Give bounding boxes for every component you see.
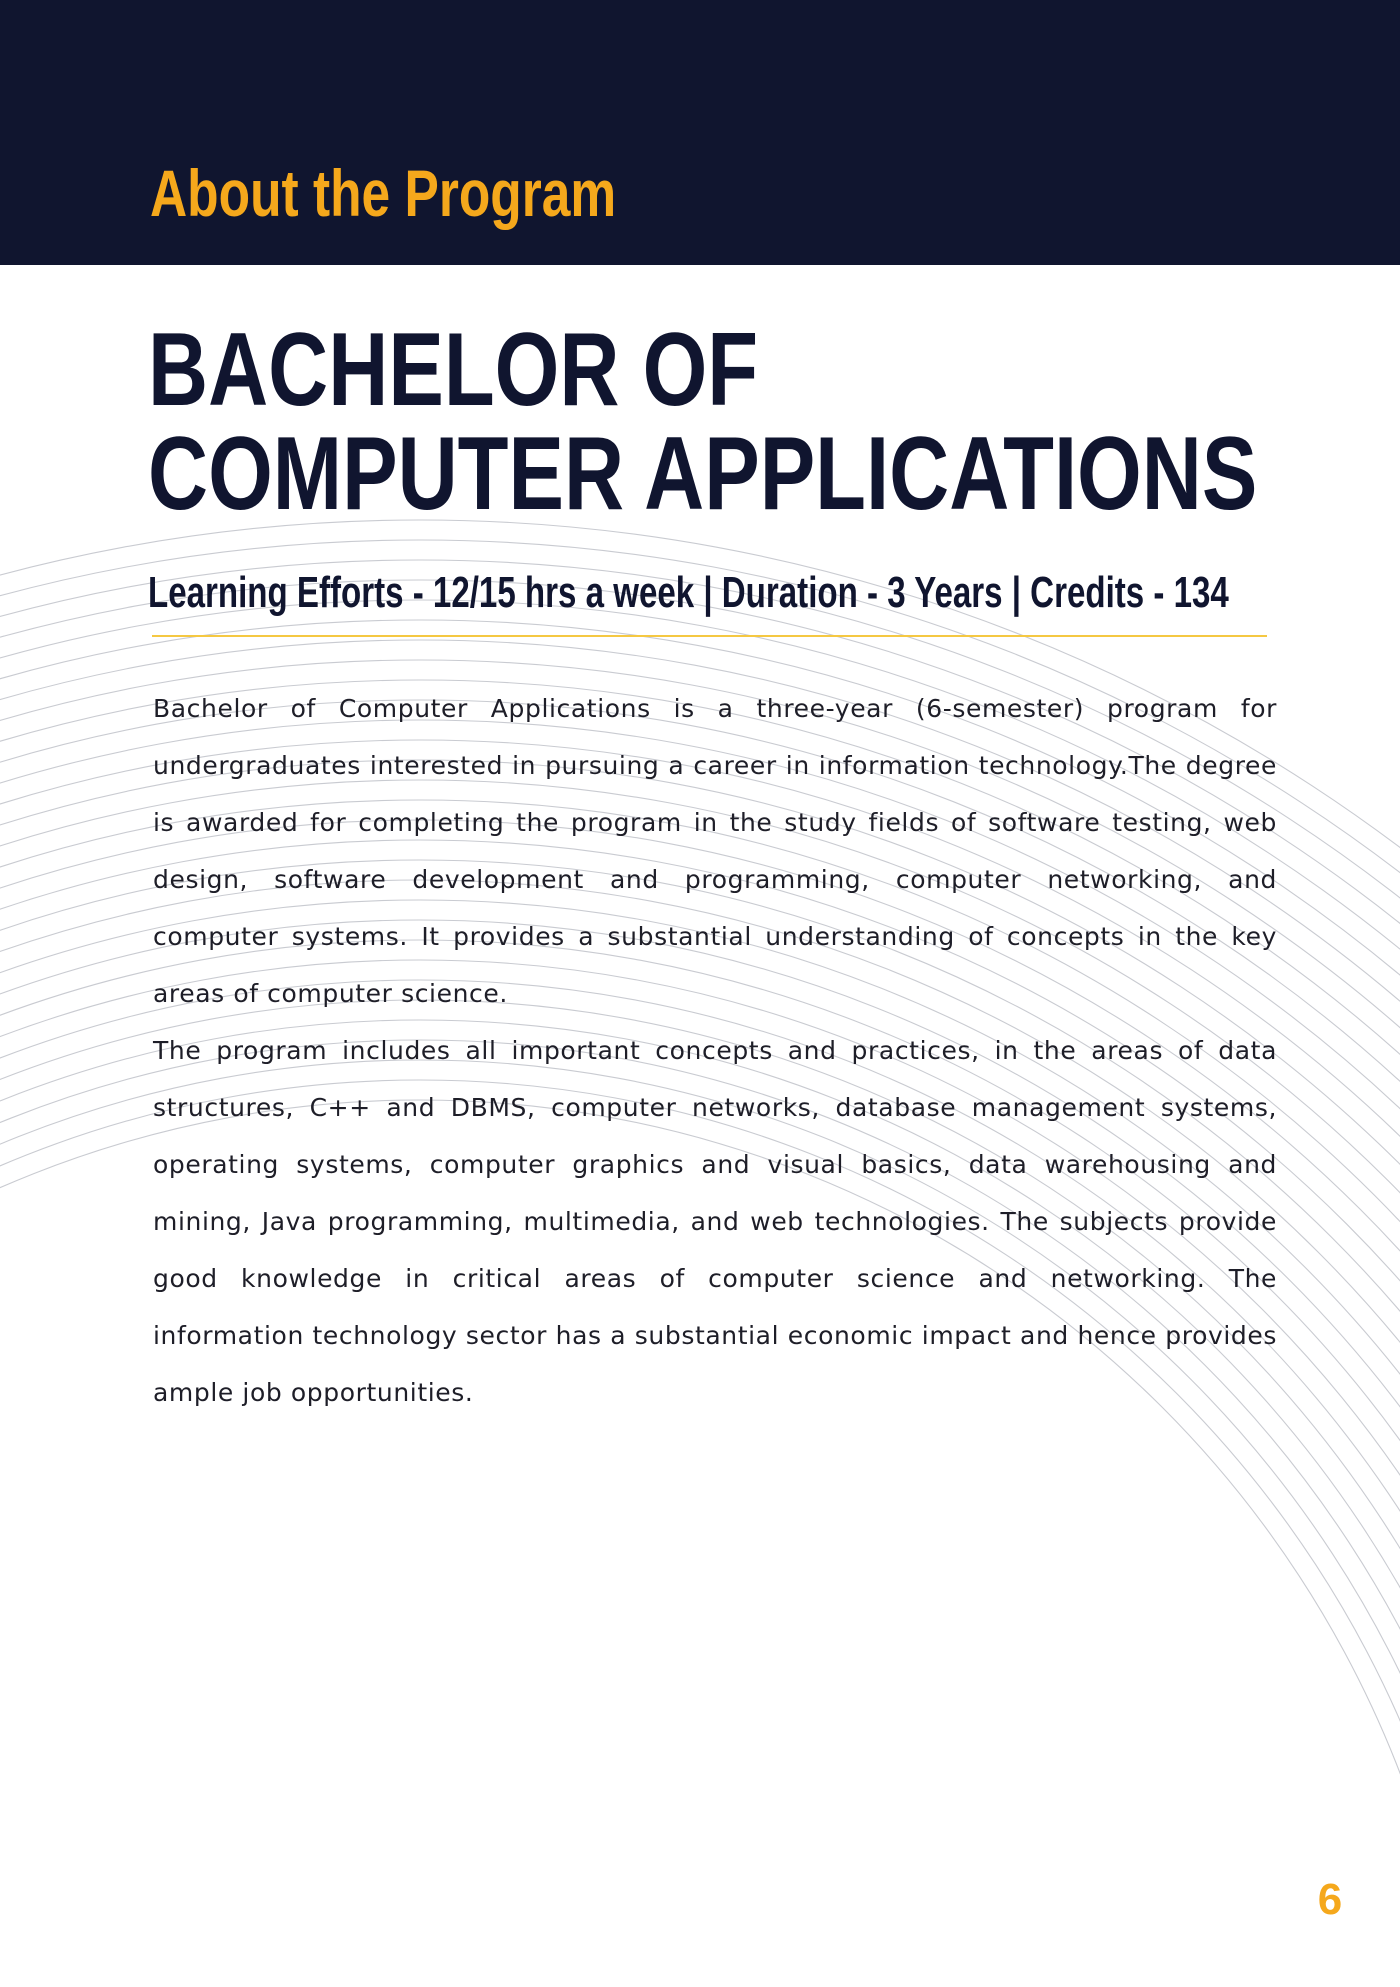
program-title-line-2: COMPUTER APPLICATIONS bbox=[148, 416, 1258, 532]
description-paragraph-2: The program includes all important concepts and practices, in the areas of data structures, C++ and DBMS, computer networks, database management systems, operating systems, computer graphics and visual basics, data warehousing and mining, Java programming, multimedia, and web technologies. The subjects provide good knowledge in critical areas of computer science and networking. The information technology sector has a substantial economic impact and hence provides ample job opportunities. bbox=[153, 1036, 1277, 1407]
program-title bbox=[148, 312, 1258, 532]
program-meta-line: Learning Efforts - 12/15 hrs a week | Duration - 3 Years | Credits - 134 bbox=[148, 568, 1229, 617]
program-title-line-1: BACHELOR OF bbox=[148, 312, 759, 428]
program-description bbox=[153, 680, 1277, 1421]
description-paragraph-1: Bachelor of Computer Applications is a three-year (6-semester) program for undergraduates interested in pursuing a career in information technology.The degree is awarded for completing the program in the study fields of software testing, web design, software development and programming, computer networking, and computer systems. It provides a substantial understanding of concepts in the key areas of computer science. bbox=[153, 694, 1277, 1008]
meta-divider bbox=[152, 635, 1267, 637]
page-number: 6 bbox=[1317, 1875, 1343, 1924]
section-title: About the Program bbox=[150, 156, 617, 230]
